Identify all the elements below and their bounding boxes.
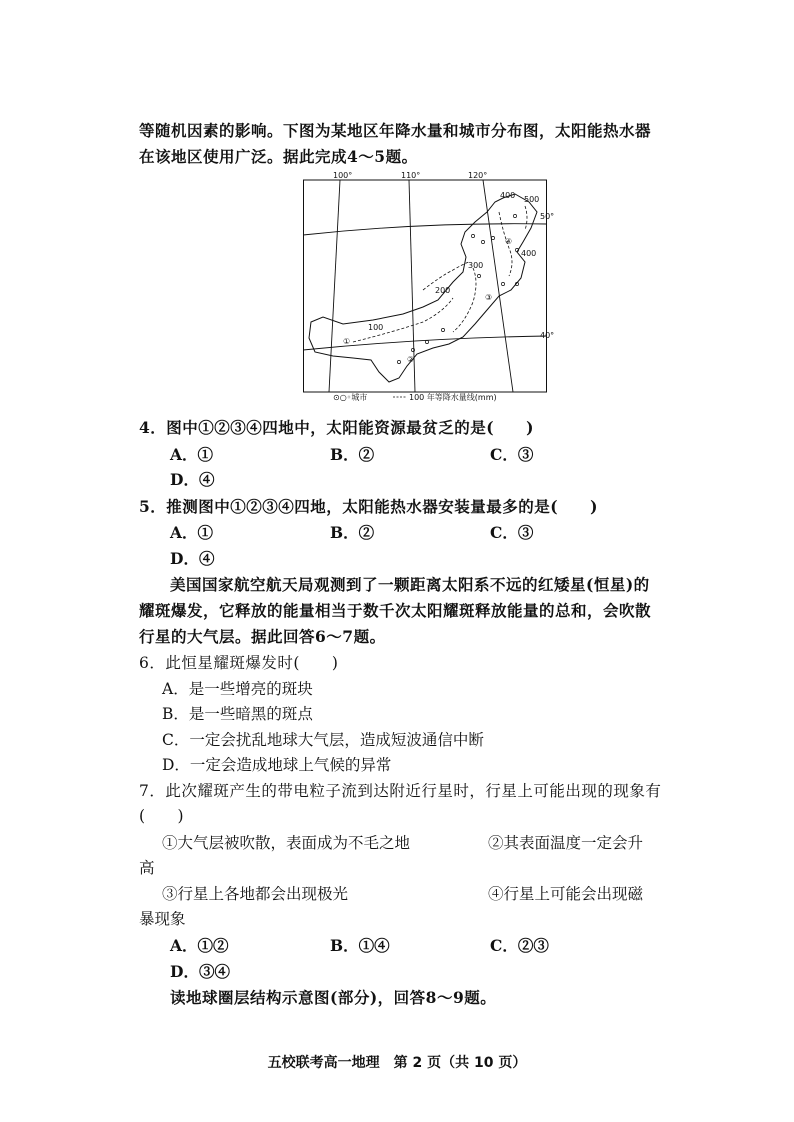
region-2-label: ② <box>407 355 415 364</box>
q5-option-d: D．④ <box>170 549 215 568</box>
precipitation-city-map <box>303 171 555 402</box>
q7-stem-line-1: 7．此次耀斑产生的带电粒子流到达附近行星时，行星上可能出现的现象有 <box>139 782 662 800</box>
lon-label-110: 110° <box>401 171 421 180</box>
intro-line-1: 等随机因素的影响。下图为某地区年降水量和城市分布图，太阳能热水器 <box>139 121 652 140</box>
q4-stem: 4．图中①②③④四地中，太阳能资源最贫乏的是( ) <box>139 418 534 437</box>
lon-label-120: 120° <box>468 171 488 180</box>
q6-stem: 6．此恒星耀斑爆发时( ) <box>139 654 339 672</box>
q6-option-d: D．一定会造成地球上气候的异常 <box>162 756 392 774</box>
isohyet-label-400-east: 400 <box>521 249 537 258</box>
q6-option-a: A．是一些增亮的斑块 <box>162 680 313 698</box>
q7-statement-1: ①大气层被吹散，表面成为不毛之地 <box>162 834 411 852</box>
passage-line-2: 耀斑爆发，它释放的能量相当于数千次太阳耀斑释放能量的总和，会吹散 <box>139 601 652 620</box>
region-3-label: ③ <box>485 293 493 302</box>
q5-stem: 5．推测图中①②③④四地，太阳能热水器安装量最多的是( ) <box>139 497 598 516</box>
q6-option-b: B．是一些暗黑的斑点 <box>162 705 313 723</box>
q5-option-c: C．③ <box>490 523 534 542</box>
q7-statement-4: ④行星上可能会出现磁 <box>488 885 644 903</box>
next-section-intro: 读地球圈层结构示意图(部分)，回答8～9题。 <box>170 988 497 1007</box>
page-footer: 五校联考高一地理 第 2 页（共 10 页） <box>267 1055 527 1071</box>
intro-line-2: 在该地区使用广泛。据此完成4～5题。 <box>139 147 418 166</box>
q4-option-c: C．③ <box>490 445 534 464</box>
q7-statement-4-cont: 暴现象 <box>139 910 186 928</box>
q7-statement-3: ③行星上各地都会出现极光 <box>162 885 349 903</box>
q5-option-b: B．② <box>330 523 375 542</box>
legend-city: ⊙○◦城市 <box>333 393 368 402</box>
region-1-label: ① <box>343 337 351 346</box>
passage-line-1: 美国国家航空航天局观测到了一颗距离太阳系不远的红矮星(恒星)的 <box>170 575 650 594</box>
q7-option-a: A．①② <box>170 936 229 955</box>
q4-option-b: B．② <box>330 445 375 464</box>
lat-label-40: 40° <box>540 331 555 340</box>
lon-label-100: 100° <box>333 171 353 180</box>
isohyet-label-300: 300 <box>468 261 484 270</box>
q7-option-b: B．①④ <box>330 936 390 955</box>
passage-line-3: 行星的大气层。据此回答6～7题。 <box>139 627 386 646</box>
q7-statement-2: ②其表面温度一定会升 <box>488 834 644 852</box>
isohyet-label-400-north: 400 <box>500 191 516 200</box>
isohyet-label-100: 100 <box>368 323 384 332</box>
q5-option-a: A．① <box>170 523 214 542</box>
q7-option-c: C．②③ <box>490 936 549 955</box>
q7-option-d: D．③④ <box>170 962 230 981</box>
q7-statement-2-cont: 高 <box>139 859 155 877</box>
q4-option-a: A．① <box>170 445 214 464</box>
q7-stem-line-2: ( ) <box>139 807 185 825</box>
q4-option-d: D．④ <box>170 470 215 489</box>
isohyet-label-500: 500 <box>524 195 540 204</box>
isohyet-label-200: 200 <box>435 286 451 295</box>
region-4-label: ④ <box>505 237 513 246</box>
q6-option-c: C．一定会扰乱地球大气层，造成短波通信中断 <box>162 731 484 749</box>
legend-isohyet: 100 年等降水量线(mm) <box>409 393 497 402</box>
lat-label-50: 50° <box>540 212 555 221</box>
